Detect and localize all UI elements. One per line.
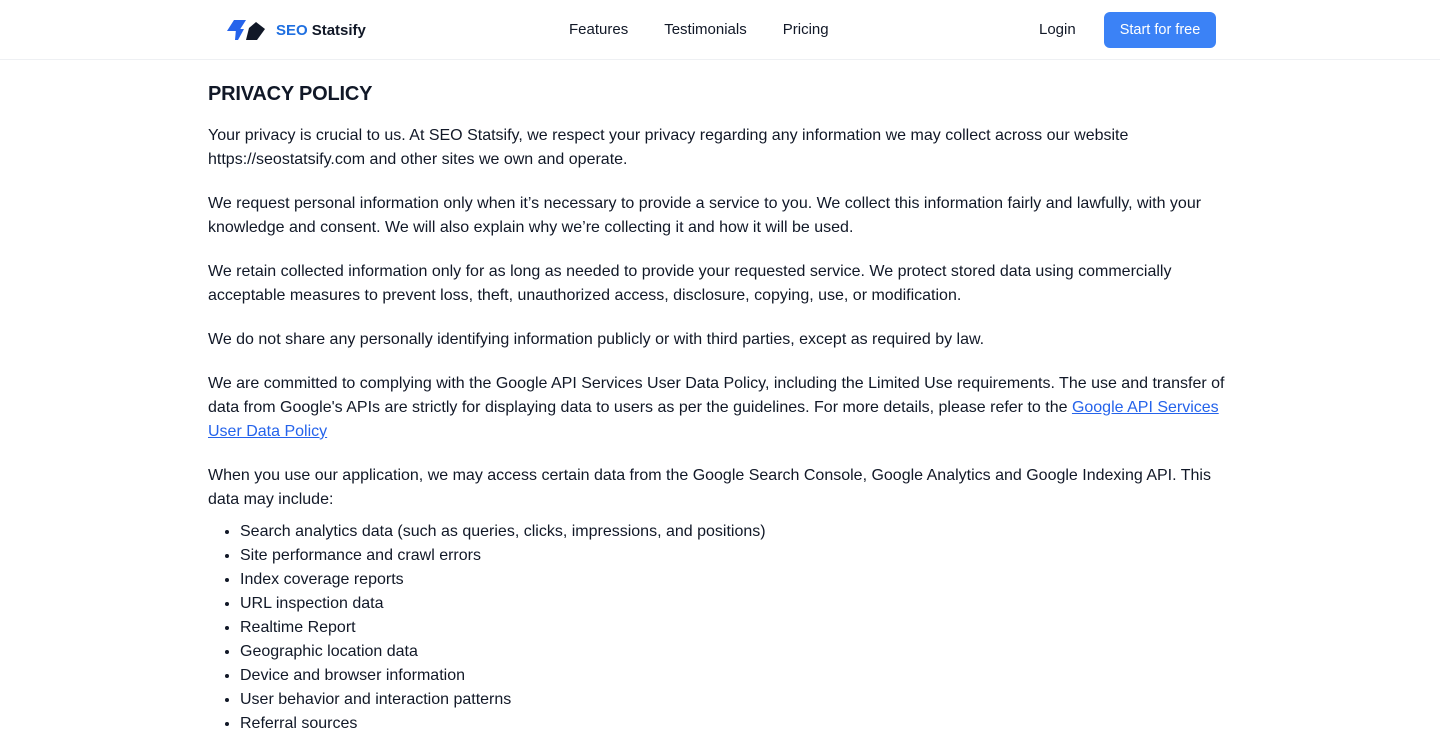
list-item: • Search analytics data (such as queries, clicks, impressions, and positions)	[240, 520, 1232, 544]
brand-prefix: SEO	[276, 21, 308, 39]
sharing-paragraph: We do not share any personally identifying information publicly or with third parties, except as required by law.	[208, 331, 985, 348]
list-item: • Index coverage reports	[240, 568, 1232, 592]
list-item: • Realtime Report	[240, 616, 1232, 640]
brand-home-link[interactable]	[226, 18, 366, 42]
page-title: PRIVACY POLICY	[208, 83, 373, 105]
nav-testimonials-link[interactable]: Testimonials	[664, 21, 747, 38]
data-types-list	[208, 520, 1232, 736]
privacy-policy-content	[208, 80, 1232, 736]
nav-pricing-link[interactable]: Pricing	[782, 21, 829, 38]
brand-name: Statsify	[311, 21, 366, 39]
google-api-policy-link[interactable]: Google API Services User Data Policy	[208, 399, 1219, 440]
nav-features-link[interactable]: Features	[569, 21, 629, 38]
data-access-intro: When you use our application, we may access certain data from the Google Search Console, Google Analytics and Google Indexing API. This data may include:	[208, 467, 1211, 508]
start-for-free-button[interactable]: Start for free	[1104, 12, 1216, 48]
list-item: • Referral sources	[240, 712, 1232, 736]
intro-paragraph: Your privacy is crucial to us. At SEO Statsify, we respect your privacy regarding any information we may collect across our website https://seostatsify.com and other sites we own and operate.	[208, 127, 1129, 168]
list-item: • Geographic location data	[240, 640, 1232, 664]
list-item: • User behavior and interaction patterns	[240, 688, 1232, 712]
retention-paragraph: We retain collected information only for as long as needed to provide your requested service. We protect stored data using commercially acceptable measures to prevent loss, theft, unauthorized access, disclosure, copying, use, or modification.	[208, 263, 1172, 304]
google-api-paragraph-text: We are committed to complying with the Google API Services User Data Policy, including the Limited Use requirements. The use and transfer of data from Google's APIs are strictly for displaying data to users as per the guidelines. For more details, please refer to the	[208, 375, 1225, 416]
list-item: • Device and browser information	[240, 664, 1232, 688]
list-item: • URL inspection data	[240, 592, 1232, 616]
collection-paragraph: We request personal information only when it’s necessary to provide a service to you. We collect this information fairly and lawfully, with your knowledge and consent. We will also explain why we’re collecting it and how it will be used.	[208, 195, 1202, 236]
google-api-paragraph	[208, 372, 1232, 444]
list-item: • Site performance and crawl errors	[240, 544, 1232, 568]
main-nav	[569, 20, 865, 40]
statsify-logo-icon	[226, 19, 266, 41]
login-link[interactable]: Login	[1039, 21, 1076, 38]
top-navbar	[0, 0, 1440, 60]
